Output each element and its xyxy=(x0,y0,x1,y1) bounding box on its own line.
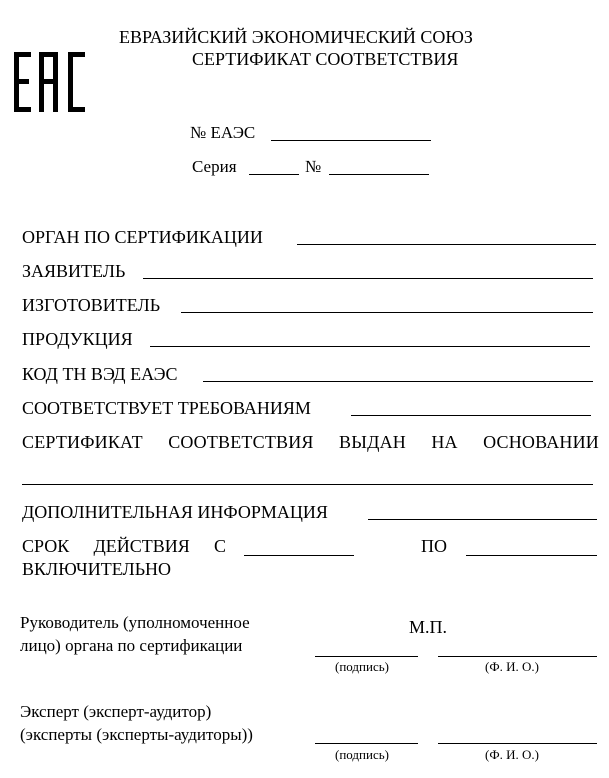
expert-label-line2: (эксперты (эксперты-аудиторы)) xyxy=(20,725,253,744)
expert-name-caption: (Ф. И. О.) xyxy=(485,747,539,762)
applicant-field[interactable] xyxy=(143,278,593,279)
tn-ved-field[interactable] xyxy=(203,381,593,382)
organ-label: ОРГАН ПО СЕРТИФИКАЦИИ xyxy=(22,227,263,247)
validity-from-field[interactable] xyxy=(244,555,354,556)
tn-ved-label: КОД ТН ВЭД ЕАЭС xyxy=(22,364,178,384)
product-label: ПРОДУКЦИЯ xyxy=(22,329,133,349)
product-field[interactable] xyxy=(150,346,590,347)
expert-signature-caption: (подпись) xyxy=(335,747,389,762)
head-name-field[interactable] xyxy=(438,656,597,657)
manufacturer-label: ИЗГОТОВИТЕЛЬ xyxy=(22,295,161,315)
head-signature-field[interactable] xyxy=(315,656,418,657)
head-label-line2: лицо) органа по сертификации xyxy=(20,636,243,655)
eaes-number-field[interactable] xyxy=(271,140,431,141)
expert-name-field[interactable] xyxy=(438,743,597,744)
head-label-line1: Руководитель (уполномоченное xyxy=(20,613,250,632)
applicant-label: ЗАЯВИТЕЛЬ xyxy=(22,261,126,281)
additional-info-field[interactable] xyxy=(368,519,597,520)
certificate-title: СЕРТИФИКАТ СООТВЕТСТВИЯ xyxy=(192,49,459,69)
basis-label: СЕРТИФИКАТ СООТВЕТСТВИЯ ВЫДАН НА ОСНОВАНИИ xyxy=(22,432,599,452)
series-field[interactable] xyxy=(249,174,299,175)
basis-field[interactable] xyxy=(22,484,593,485)
head-name-caption: (Ф. И. О.) xyxy=(485,659,539,674)
additional-info-label: ДОПОЛНИТЕЛЬНАЯ ИНФОРМАЦИЯ xyxy=(22,502,328,522)
series-number-field[interactable] xyxy=(329,174,429,175)
inclusive-label: ВКЛЮЧИТЕЛЬНО xyxy=(22,559,172,579)
manufacturer-field[interactable] xyxy=(181,312,593,313)
head-signature-caption: (подпись) xyxy=(335,659,389,674)
series-label: Серия xyxy=(192,157,237,176)
expert-signature-field[interactable] xyxy=(315,743,418,744)
series-number-label: № xyxy=(305,157,322,176)
requirements-label: СООТВЕТСТВУЕТ ТРЕБОВАНИЯМ xyxy=(22,398,311,418)
union-title: ЕВРАЗИЙСКИЙ ЭКОНОМИЧЕСКИЙ СОЮЗ xyxy=(119,27,473,47)
organ-field[interactable] xyxy=(297,244,596,245)
validity-to-field[interactable] xyxy=(466,555,597,556)
validity-from-label: СРОК ДЕЙСТВИЯ С xyxy=(22,536,226,556)
validity-to-label: ПО xyxy=(421,536,447,556)
seal-label: М.П. xyxy=(409,617,448,637)
requirements-field[interactable] xyxy=(351,415,591,416)
eaes-number-label: № ЕАЭС xyxy=(190,123,256,142)
eac-logo xyxy=(14,52,86,112)
expert-label-line1: Эксперт (эксперт-аудитор) xyxy=(20,702,212,721)
